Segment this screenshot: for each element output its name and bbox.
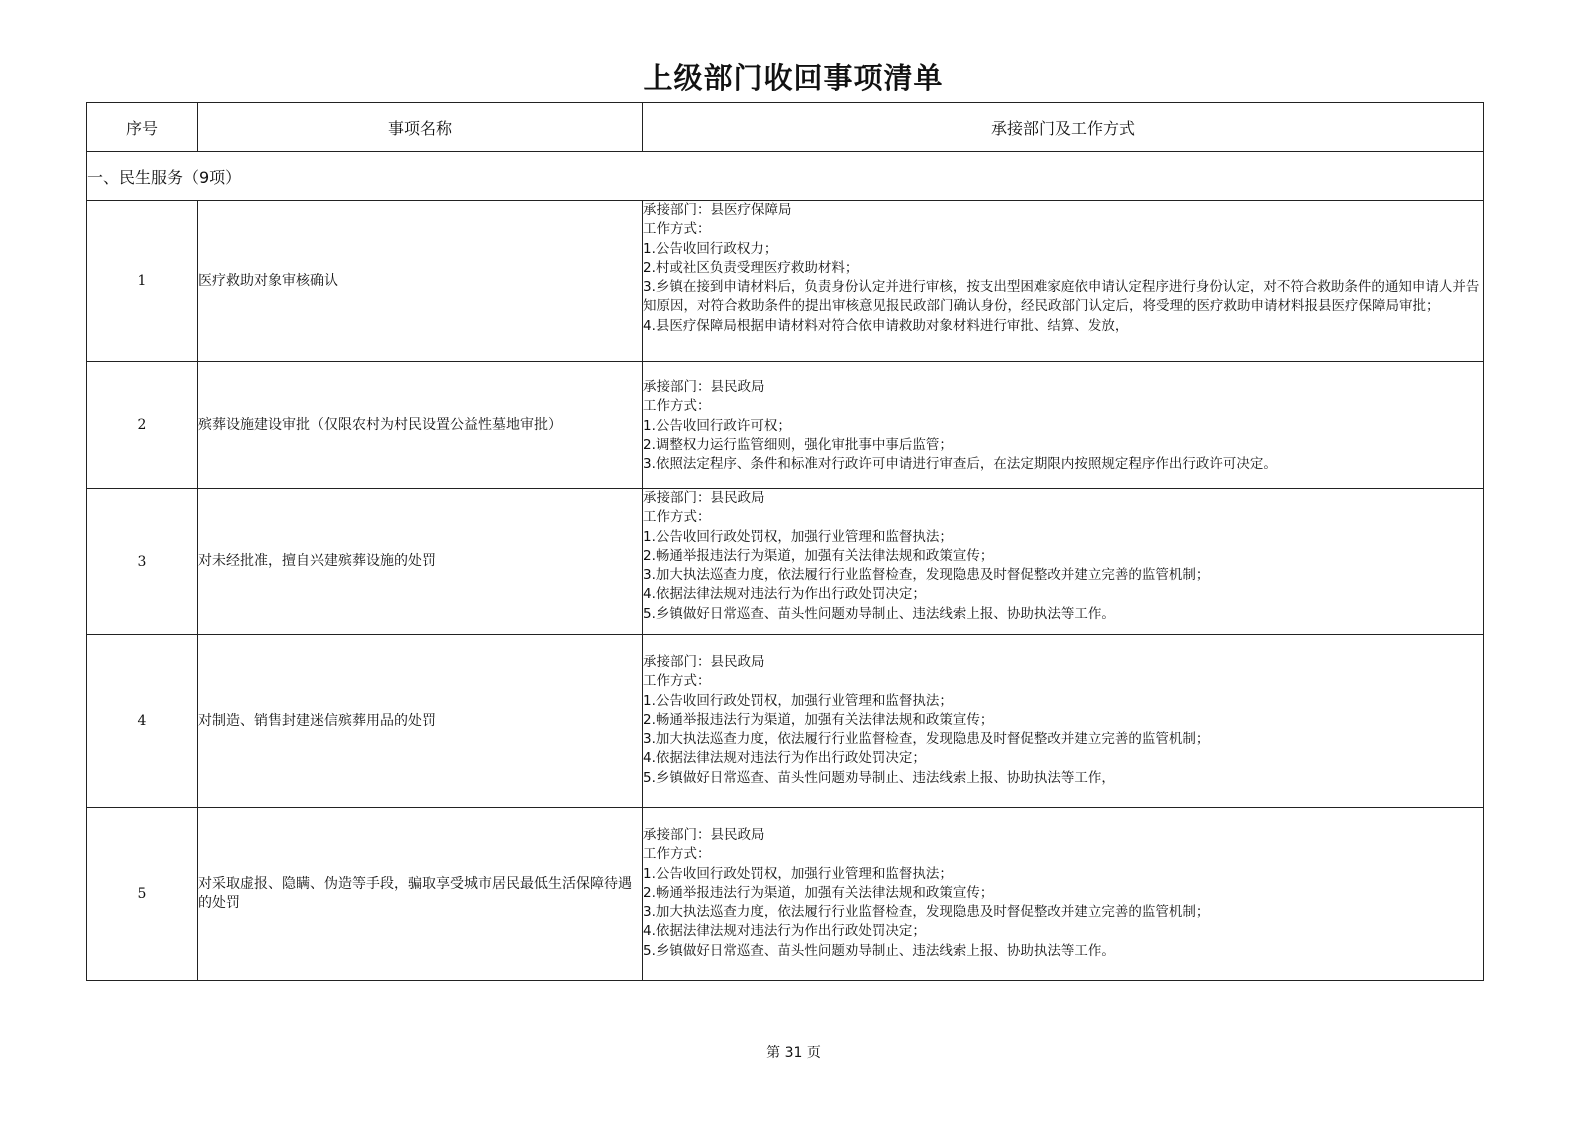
method-line: 承接部门：县医疗保障局 <box>643 202 792 218</box>
row-method <box>643 362 1484 489</box>
method-line: 工作方式： <box>643 673 711 690</box>
table-row <box>87 201 1484 362</box>
table-row <box>87 489 1484 635</box>
method-line: 1.公告收回行政处罚权，加强行业管理和监督执法； <box>643 692 953 709</box>
header-name: 事项名称 <box>198 103 643 152</box>
table-row <box>87 362 1484 489</box>
method-line: 2.村或社区负责受理医疗救助材料； <box>643 259 859 276</box>
method-line: 3.加大执法巡查力度，依法履行行业监督检查，发现隐患及时督促整改并建立完善的监管机制； <box>643 567 1210 584</box>
method-line: 4.县医疗保障局根据申请材料对符合依申请救助对象材料进行审批、结算、发放， <box>643 317 1129 334</box>
row-item-name: 对未经批准，擅自兴建殡葬设施的处罚 <box>198 489 643 635</box>
table-row <box>87 635 1484 808</box>
method-line: 工作方式： <box>643 509 711 526</box>
method-line: 承接部门：县民政局 <box>643 490 765 506</box>
method-line: 工作方式： <box>643 846 711 863</box>
method-line: 1.公告收回行政处罚权，加强行业管理和监督执法； <box>643 865 953 882</box>
method-line: 工作方式： <box>643 221 711 238</box>
row-method <box>643 635 1484 808</box>
method-line: 4.依据法律法规对违法行为作出行政处罚决定； <box>643 923 926 940</box>
table-row <box>87 808 1484 981</box>
method-line: 3.加大执法巡查力度，依法履行行业监督检查，发现隐患及时督促整改并建立完善的监管机制； <box>643 731 1210 748</box>
method-line: 4.依据法律法规对违法行为作出行政处罚决定； <box>643 750 926 767</box>
method-line: 3.加大执法巡查力度，依法履行行业监督检查，发现隐患及时督促整改并建立完善的监管机制； <box>643 904 1210 921</box>
method-line: 3.乡镇在接到申请材料后，负责身份认定并进行审核，按支出型困难家庭依申请认定程序进行身份认定，对不符合救助条件的通知申请人并告知原因，对符合救助条件的提出审核意见报民政部门确认身份，经民政部门认定后，将受理的医疗救助申请材料报县医疗保障局审批； <box>643 279 1480 315</box>
method-line: 2.调整权力运行监管细则，强化审批事中事后监管； <box>643 436 953 453</box>
row-item-name: 对采取虚报、隐瞒、伪造等手段，骗取享受城市居民最低生活保障待遇的处罚 <box>198 808 643 981</box>
row-method <box>643 489 1484 635</box>
method-line: 1.公告收回行政处罚权，加强行业管理和监督执法； <box>643 528 953 545</box>
method-line: 2.畅通举报违法行为渠道，加强有关法律法规和政策宣传； <box>643 547 994 564</box>
row-number: 2 <box>87 362 198 489</box>
method-line: 承接部门：县民政局 <box>643 654 765 670</box>
method-line: 承接部门：县民政局 <box>643 379 765 395</box>
row-number: 5 <box>87 808 198 981</box>
method-line: 4.依据法律法规对违法行为作出行政处罚决定； <box>643 586 926 603</box>
method-line: 5.乡镇做好日常巡查、苗头性问题劝导制止、违法线索上报、协助执法等工作， <box>643 769 1115 786</box>
row-number: 1 <box>87 201 198 362</box>
method-line: 工作方式： <box>643 398 711 415</box>
header-method: 承接部门及工作方式 <box>643 103 1484 152</box>
method-line: 2.畅通举报违法行为渠道，加强有关法律法规和政策宣传； <box>643 884 994 901</box>
section-title: 一、民生服务（9项） <box>87 152 1484 201</box>
row-method <box>643 201 1484 362</box>
method-line: 承接部门：县民政局 <box>643 827 765 843</box>
row-item-name: 医疗救助对象审核确认 <box>198 201 643 362</box>
header-number: 序号 <box>87 103 198 152</box>
row-method <box>643 808 1484 981</box>
section-row <box>87 152 1484 201</box>
method-line: 1.公告收回行政许可权； <box>643 417 791 434</box>
row-number: 3 <box>87 489 198 635</box>
page-number: 第 31 页 <box>766 1045 821 1061</box>
items-table <box>86 102 1484 981</box>
row-item-name: 对制造、销售封建迷信殡葬用品的处罚 <box>198 635 643 808</box>
row-number: 4 <box>87 635 198 808</box>
page-title: 上级部门收回事项清单 <box>643 61 944 95</box>
method-line: 1.公告收回行政权力； <box>643 240 778 257</box>
table-header-row <box>87 103 1484 152</box>
method-line: 5.乡镇做好日常巡查、苗头性问题劝导制止、违法线索上报、协助执法等工作。 <box>643 605 1115 622</box>
method-line: 2.畅通举报违法行为渠道，加强有关法律法规和政策宣传； <box>643 711 994 728</box>
method-line: 5.乡镇做好日常巡查、苗头性问题劝导制止、违法线索上报、协助执法等工作。 <box>643 942 1115 959</box>
row-item-name: 殡葬设施建设审批（仅限农村为村民设置公益性墓地审批） <box>198 362 643 489</box>
method-line: 3.依照法定程序、条件和标准对行政许可申请进行审查后，在法定期限内按照规定程序作出行政许可决定。 <box>643 456 1277 473</box>
